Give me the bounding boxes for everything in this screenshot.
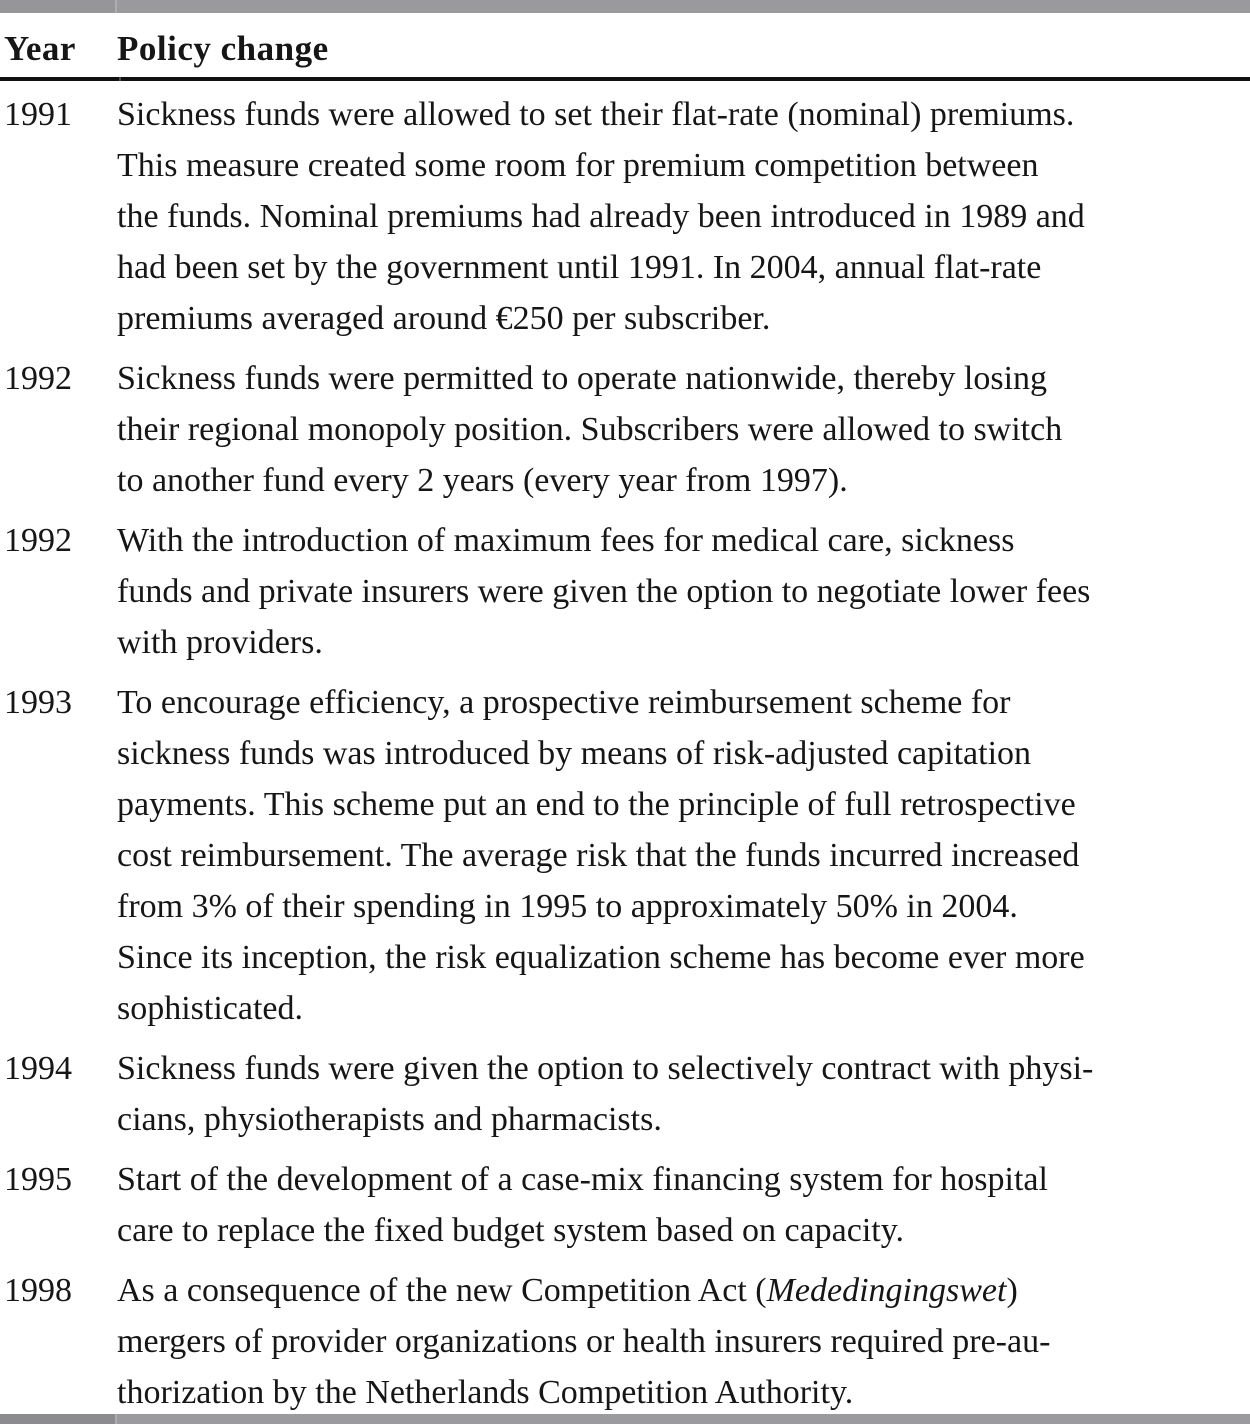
policy-line: mergers of provider organizations or health insurers required pre-au-	[117, 1323, 1051, 1360]
policy-line: from 3% of their spending in 1995 to approximately 50% in 2004.	[117, 888, 1018, 925]
policy-cell	[117, 353, 1250, 506]
table-row	[0, 1265, 1250, 1418]
table-row	[0, 677, 1250, 1034]
policy-line: cians, physiotherapists and pharmacists.	[117, 1101, 662, 1138]
page-top-scan-bar	[0, 0, 1250, 13]
scan-bar-seam	[115, 0, 117, 13]
table-page	[0, 13, 1250, 1418]
policy-line: funds and private insurers were given the option to negotiate lower fees	[117, 573, 1091, 610]
policy-line: payments. This scheme put an end to the principle of full retrospective	[117, 786, 1076, 823]
scan-bar-left-segment	[0, 1414, 115, 1424]
policy-line: with providers.	[117, 624, 323, 661]
table-row	[0, 515, 1250, 668]
policy-line: care to replace the fixed budget system based on capacity.	[117, 1212, 905, 1249]
policy-cell	[117, 89, 1250, 344]
policy-line: thorization by the Netherlands Competition Authority.	[117, 1374, 854, 1411]
policy-line: Sickness funds were given the option to selectively contract with physi-	[117, 1050, 1094, 1087]
table-row	[0, 353, 1250, 506]
header-rule-seam	[119, 77, 121, 81]
policy-cell	[117, 515, 1250, 668]
table-header	[0, 26, 1250, 72]
policy-line: As a consequence of the new Competition Act (Mededingingswet)	[117, 1272, 1018, 1309]
table-body	[0, 81, 1250, 1418]
table-row	[0, 1154, 1250, 1256]
policy-line: their regional monopoly position. Subscribers were allowed to switch	[117, 411, 1063, 448]
year-cell: 1993	[4, 684, 72, 721]
header-rule	[0, 77, 1250, 81]
year-cell: 1994	[4, 1050, 72, 1087]
policy-line: With the introduction of maximum fees for medical care, sickness	[117, 522, 1015, 559]
policy-cell	[117, 1265, 1250, 1418]
policy-line: Sickness funds were permitted to operate nationwide, thereby losing	[117, 360, 1048, 397]
year-cell: 1998	[4, 1272, 72, 1309]
year-cell: 1992	[4, 360, 72, 397]
table-row	[0, 89, 1250, 344]
policy-line: sophisticated.	[117, 990, 304, 1027]
policy-line: cost reimbursement. The average risk that the funds incurred increased	[117, 837, 1080, 874]
policy-line: the funds. Nominal premiums had already been introduced in 1989 and	[117, 198, 1085, 235]
page-bottom-scan-bar	[0, 1414, 1250, 1424]
policy-cell	[117, 677, 1250, 1034]
policy-cell	[117, 1154, 1250, 1256]
policy-line: This measure created some room for premium competition between	[117, 147, 1039, 184]
policy-line: premiums averaged around €250 per subscriber.	[117, 300, 771, 337]
scan-bar-seam	[115, 1414, 117, 1424]
year-cell: 1995	[4, 1161, 72, 1198]
policy-line: Sickness funds were allowed to set their flat-rate (nominal) premiums.	[117, 96, 1075, 133]
policy-line: sickness funds was introduced by means of risk-adjusted capitation	[117, 735, 1032, 772]
column-header-year: Year	[4, 29, 76, 68]
policy-line: To encourage efficiency, a prospective reimbursement scheme for	[117, 684, 1011, 721]
column-header-policy-change: Policy change	[117, 29, 329, 68]
policy-line: had been set by the government until 1991. In 2004, annual flat-rate	[117, 249, 1042, 286]
scan-bar-left-segment	[0, 0, 115, 13]
policy-cell	[117, 1043, 1250, 1145]
policy-line: to another fund every 2 years (every year from 1997).	[117, 462, 848, 499]
year-cell: 1992	[4, 522, 72, 559]
year-cell: 1991	[4, 96, 72, 133]
policy-line: Since its inception, the risk equalization scheme has become ever more	[117, 939, 1085, 976]
table-row	[0, 1043, 1250, 1145]
policy-line: Start of the development of a case-mix financing system for hospital	[117, 1161, 1048, 1198]
